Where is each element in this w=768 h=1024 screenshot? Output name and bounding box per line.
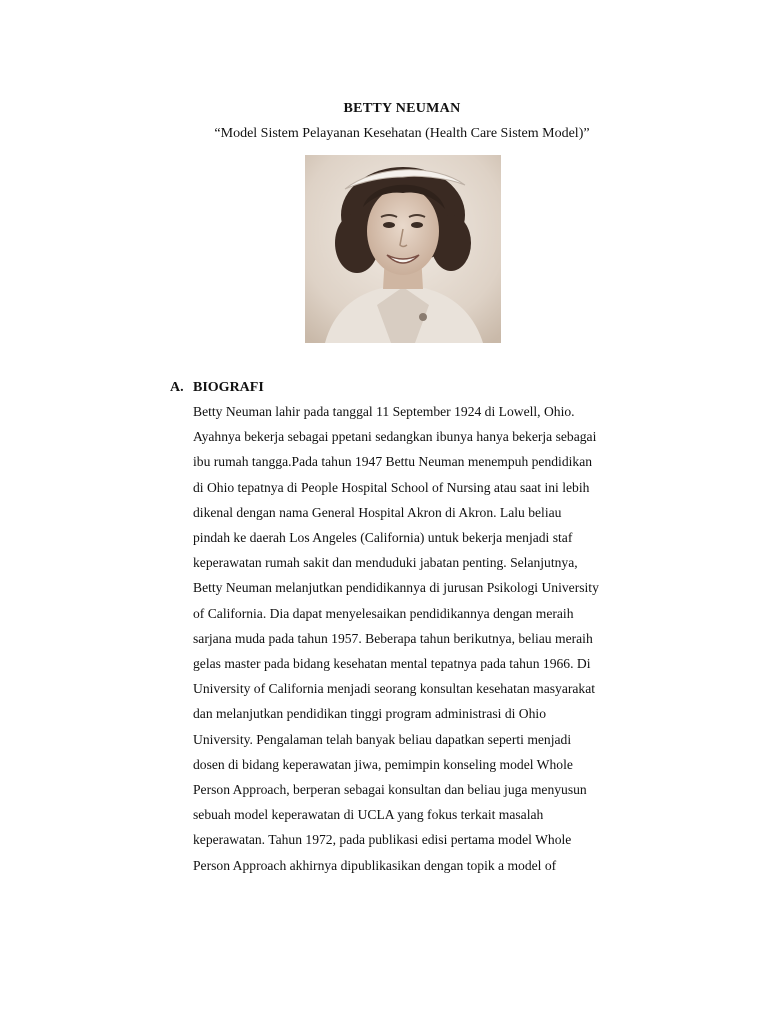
- paragraph-line: di Ohio tepatnya di People Hospital School of Nursing atau saat ini lebih: [193, 479, 590, 495]
- page-subtitle: “Model Sistem Pelayanan Kesehatan (Health Care Sistem Model)”: [214, 126, 590, 141]
- portrait-photo: [305, 155, 501, 343]
- paragraph-line: dan melanjutkan pendidikan tinggi program administrasi di Ohio: [193, 706, 546, 722]
- paragraph-line: Betty Neuman melanjutkan pendidikannya di jurusan Psikologi University: [193, 580, 599, 596]
- paragraph-line: ibu rumah tangga.Pada tahun 1947 Bettu Neuman menempuh pendidikan: [193, 454, 593, 470]
- paragraph-line: dosen di bidang keperawatan jiwa, pemimpin konseling model Whole: [193, 756, 573, 772]
- paragraph-line: keperawatan rumah sakit dan menduduki jabatan penting. Selanjutnya,: [193, 555, 578, 571]
- paragraph-line: keperawatan. Tahun 1972, pada publikasi edisi pertama model Whole: [193, 832, 572, 848]
- paragraph-line: of California. Dia dapat menyelesaikan pendidikannya dengan meraih: [193, 605, 574, 621]
- section-heading: BIOGRAFI: [193, 380, 264, 395]
- paragraph-line: Betty Neuman lahir pada tanggal 11 September 1924 di Lowell, Ohio.: [193, 404, 575, 419]
- paragraph-line: dikenal dengan nama General Hospital Akron di Akron. Lalu beliau: [193, 504, 562, 520]
- page-title: BETTY NEUMAN: [343, 101, 461, 116]
- paragraph-line: Ayahnya bekerja sebagai ppetani sedangkan ibunya hanya bekerja sebagai: [193, 429, 597, 445]
- paragraph-line: pindah ke daerah Los Angeles (California) untuk bekerja menjadi staf: [193, 530, 573, 545]
- paragraph-line: University. Pengalaman telah banyak beliau dapatkan seperti menjadi: [193, 731, 572, 747]
- paragraph-line: Person Approach, berperan sebagai konsultan dan beliau juga menyusun: [193, 782, 587, 797]
- paragraph-line: sebuah model keperawatan di UCLA yang fokus terkait masalah: [193, 807, 544, 823]
- paragraph-line: University of California menjadi seorang konsultan kesehatan masyarakat: [193, 681, 596, 697]
- paragraph-line: gelas master pada bidang kesehatan mental tepatnya pada tahun 1966. Di: [193, 656, 591, 671]
- paragraph-line: sarjana muda pada tahun 1957. Beberapa tahun berikutnya, beliau meraih: [193, 630, 593, 646]
- section-letter: A.: [170, 380, 184, 395]
- paragraph-line: Person Approach akhirnya dipublikasikan dengan topik a model of: [193, 857, 557, 873]
